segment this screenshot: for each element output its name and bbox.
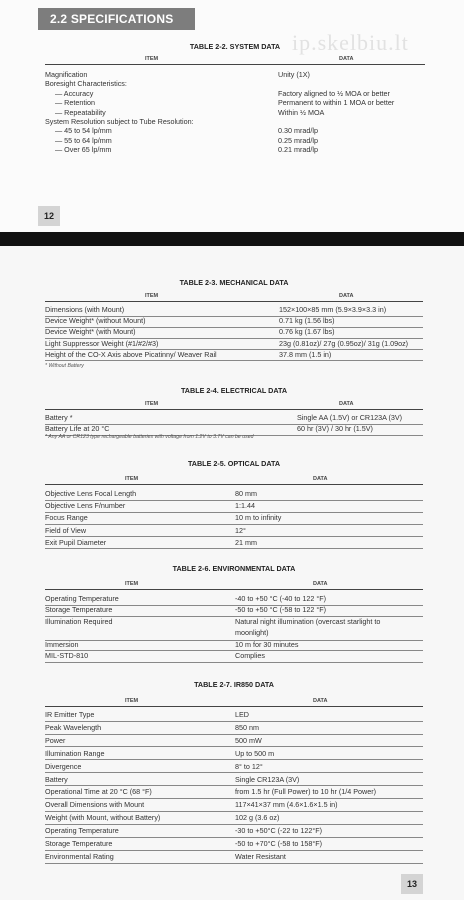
- row-value: 0.76 kg (1.67 lbs): [279, 327, 335, 337]
- table-header: [45, 697, 423, 707]
- row-value: 60 hr (3V) / 30 hr (1.5V): [297, 424, 373, 433]
- row-item: Peak Wavelength: [45, 722, 102, 732]
- table-row: [45, 749, 423, 761]
- row-value: 21 mm: [235, 537, 257, 547]
- row-value: 0.30 mrad/lp: [278, 126, 318, 136]
- environmental-data-table: [45, 564, 423, 674]
- row-value: 0.71 kg (1.56 lbs): [279, 316, 335, 326]
- row-item: Operational Time at 20 °C (68 °F): [45, 787, 152, 797]
- table-row: [45, 640, 423, 652]
- row-item: Battery *: [45, 413, 73, 422]
- row-value: 0.25 mrad/lp: [278, 135, 318, 145]
- header-data: DATA: [339, 56, 354, 62]
- header-data: DATA: [339, 293, 354, 299]
- header-item: ITEM: [125, 581, 139, 587]
- row-value: 23g (0.81oz)/ 27g (0.95oz)/ 31g (1.09oz): [279, 338, 409, 348]
- row-item: — Retention: [55, 98, 95, 108]
- table-row: [45, 327, 423, 339]
- row-item: System Resolution subject to Tube Resolution:: [45, 117, 194, 126]
- table-row: [45, 538, 423, 550]
- row-value: LED: [235, 710, 249, 719]
- table-row: [45, 339, 423, 351]
- watermark: ip.skelbiu.lt: [292, 30, 409, 55]
- row-item: Storage Temperature: [45, 605, 113, 615]
- table-note: * Any AA or CR123 type rechargeable batteries with voltage from 1.2V to 3.7V can be used: [45, 434, 254, 440]
- row-item: Magnification: [45, 70, 88, 79]
- mechanical-data-table: [45, 278, 423, 378]
- row-value: 8° to 12°: [235, 761, 263, 771]
- row-value: Up to 500 m: [235, 748, 275, 758]
- header-item: ITEM: [145, 293, 159, 299]
- row-value: 80 mm: [235, 489, 257, 498]
- row-value: Unity (1X): [278, 70, 310, 79]
- table-row: [45, 723, 423, 735]
- table-row: [45, 316, 423, 328]
- row-item: Battery: [45, 774, 68, 784]
- row-item: Operating Temperature: [45, 826, 119, 836]
- table-header: [45, 475, 423, 485]
- row-item: Environmental Rating: [45, 851, 114, 861]
- header-item: ITEM: [125, 476, 139, 482]
- row-item: — Accuracy: [55, 88, 94, 98]
- row-value: -40 to +50 °C (-40 to 122 °F): [235, 594, 327, 603]
- row-value: -50 to +50 °C (-58 to 122 °F): [235, 605, 327, 615]
- header-item: ITEM: [145, 56, 159, 62]
- table-row: [45, 501, 423, 513]
- row-item: Power: [45, 735, 66, 745]
- table-row: [45, 651, 423, 663]
- row-value: Water Resistant: [235, 851, 286, 861]
- row-item: — Over 65 lp/mm: [55, 145, 112, 155]
- table-row: [45, 736, 423, 748]
- table-row: [45, 839, 423, 851]
- row-value: Single CR123A (3V): [235, 774, 300, 784]
- table-row: [45, 413, 423, 425]
- row-value: 10 m to infinity: [235, 513, 282, 523]
- table-row: [45, 605, 423, 617]
- table-row: [45, 800, 423, 812]
- table-title: TABLE 2-2. SYSTEM DATA: [189, 42, 281, 51]
- row-value: -50 to +70°C (-58 to 158°F): [235, 839, 323, 848]
- table-title: TABLE 2-3. MECHANICAL DATA: [179, 278, 289, 287]
- table-row: [45, 145, 425, 156]
- row-item: Focus Range: [45, 513, 88, 523]
- table-row: [45, 852, 423, 864]
- header-data: DATA: [313, 698, 328, 704]
- optical-data-table: [45, 459, 423, 559]
- row-item: Divergence: [45, 761, 82, 771]
- table-row: [45, 762, 423, 774]
- table-row: [45, 526, 423, 538]
- table-row: [45, 489, 423, 501]
- row-item: Device Weight* (without Mount): [45, 316, 146, 326]
- row-item: IR Emitter Type: [45, 710, 95, 719]
- row-value: 500 mW: [235, 735, 262, 745]
- header-data: DATA: [313, 476, 328, 482]
- ir850-data-table: [45, 680, 423, 870]
- row-value: 850 nm: [235, 722, 259, 732]
- row-value: Factory aligned to ½ MOA or better: [278, 88, 390, 98]
- row-item: — Repeatability: [55, 107, 106, 117]
- table-row: [45, 826, 423, 838]
- table-row: [45, 350, 423, 362]
- header-item: ITEM: [145, 401, 159, 407]
- table-row: [45, 513, 423, 525]
- row-item: Operating Temperature: [45, 594, 119, 603]
- row-item: Exit Pupil Diameter: [45, 537, 107, 547]
- row-item: Illumination Range: [45, 748, 105, 758]
- row-value: 117×41×37 mm (4.6×1.6×1.5 in): [235, 800, 338, 810]
- table-row: [45, 787, 423, 799]
- row-item: Boresight Characteristics:: [45, 79, 127, 89]
- table-note: * Without Battery: [45, 363, 84, 369]
- row-value: Complies: [235, 651, 265, 660]
- header-data: DATA: [313, 581, 328, 587]
- table-header: [45, 580, 423, 590]
- table-row: [45, 775, 423, 787]
- row-value: 12°: [235, 525, 246, 535]
- header-data: DATA: [339, 401, 354, 407]
- row-item: Weight (with Mount, without Battery): [45, 813, 161, 823]
- table-row: [45, 305, 423, 317]
- row-value: 152×100×85 mm (5.9×3.9×3.3 in): [279, 305, 387, 314]
- system-data-table: [45, 42, 425, 182]
- row-value: -30 to +50°C (-22 to 122°F): [235, 826, 323, 836]
- manual-page-13: [0, 246, 464, 900]
- row-value: 0.21 mrad/lp: [278, 145, 318, 155]
- row-value: Natural night illumination (overcast starlight to: [235, 616, 381, 626]
- row-item: MIL-STD-810: [45, 651, 89, 660]
- row-item: Overall Dimensions with Mount: [45, 800, 145, 810]
- row-value: 1:1.44: [235, 501, 255, 511]
- row-value: Single AA (1.5V) or CR123A (3V): [297, 413, 403, 422]
- table-title: TABLE 2-4. ELECTRICAL DATA: [180, 386, 288, 395]
- manual-page-12: [0, 0, 464, 232]
- row-item: Device Weight* (with Mount): [45, 327, 136, 337]
- row-value: 102 g (3.6 oz): [235, 813, 280, 823]
- row-item: Objective Lens Focal Length: [45, 489, 137, 498]
- row-item: — 45 to 54 lp/mm: [55, 126, 112, 136]
- table-title: TABLE 2-5. OPTICAL DATA: [187, 459, 281, 468]
- row-value: Permanent to within 1 MOA or better: [278, 98, 395, 108]
- page-number: 13: [401, 874, 423, 894]
- page-number: 12: [38, 206, 60, 226]
- row-item: Field of View: [45, 525, 87, 535]
- table-header: [45, 400, 423, 410]
- table-row: [45, 594, 423, 606]
- row-item: Storage Temperature: [45, 839, 113, 848]
- table-title: TABLE 2-7. IR850 DATA: [194, 680, 274, 689]
- row-item: Battery Life at 20 °C: [45, 424, 110, 433]
- table-header: [45, 55, 425, 65]
- row-item: Immersion: [45, 639, 79, 649]
- header-item: ITEM: [125, 698, 139, 704]
- row-value: 37.8 mm (1.5 in): [279, 349, 332, 359]
- table-row: [45, 710, 423, 722]
- row-value: 10 m for 30 minutes: [235, 639, 299, 649]
- electrical-data-table: [45, 386, 423, 456]
- row-value: from 1.5 hr (Full Power) to 10 hr (1/4 Power): [235, 787, 377, 797]
- row-item: Height of the CO-X Axis above Picatinny/ Weaver Rail: [45, 349, 217, 359]
- page-gap: [0, 232, 464, 246]
- row-item: — 55 to 64 lp/mm: [55, 135, 112, 145]
- section-title: 2.2 SPECIFICATIONS: [38, 8, 195, 30]
- row-item: Dimensions (with Mount): [45, 305, 125, 314]
- table-row: [45, 813, 423, 825]
- row-value-continued: moonlight): [235, 628, 269, 638]
- row-item: Light Suppressor Weight (#1/#2/#3): [45, 338, 159, 348]
- row-item: Illumination Required: [45, 616, 113, 626]
- row-value: Within ½ MOA: [278, 107, 325, 117]
- table-row: [45, 617, 423, 641]
- table-header: [45, 292, 423, 302]
- table-title: TABLE 2-6. ENVIRONMENTAL DATA: [172, 564, 296, 573]
- row-item: Objective Lens F/number: [45, 501, 126, 511]
